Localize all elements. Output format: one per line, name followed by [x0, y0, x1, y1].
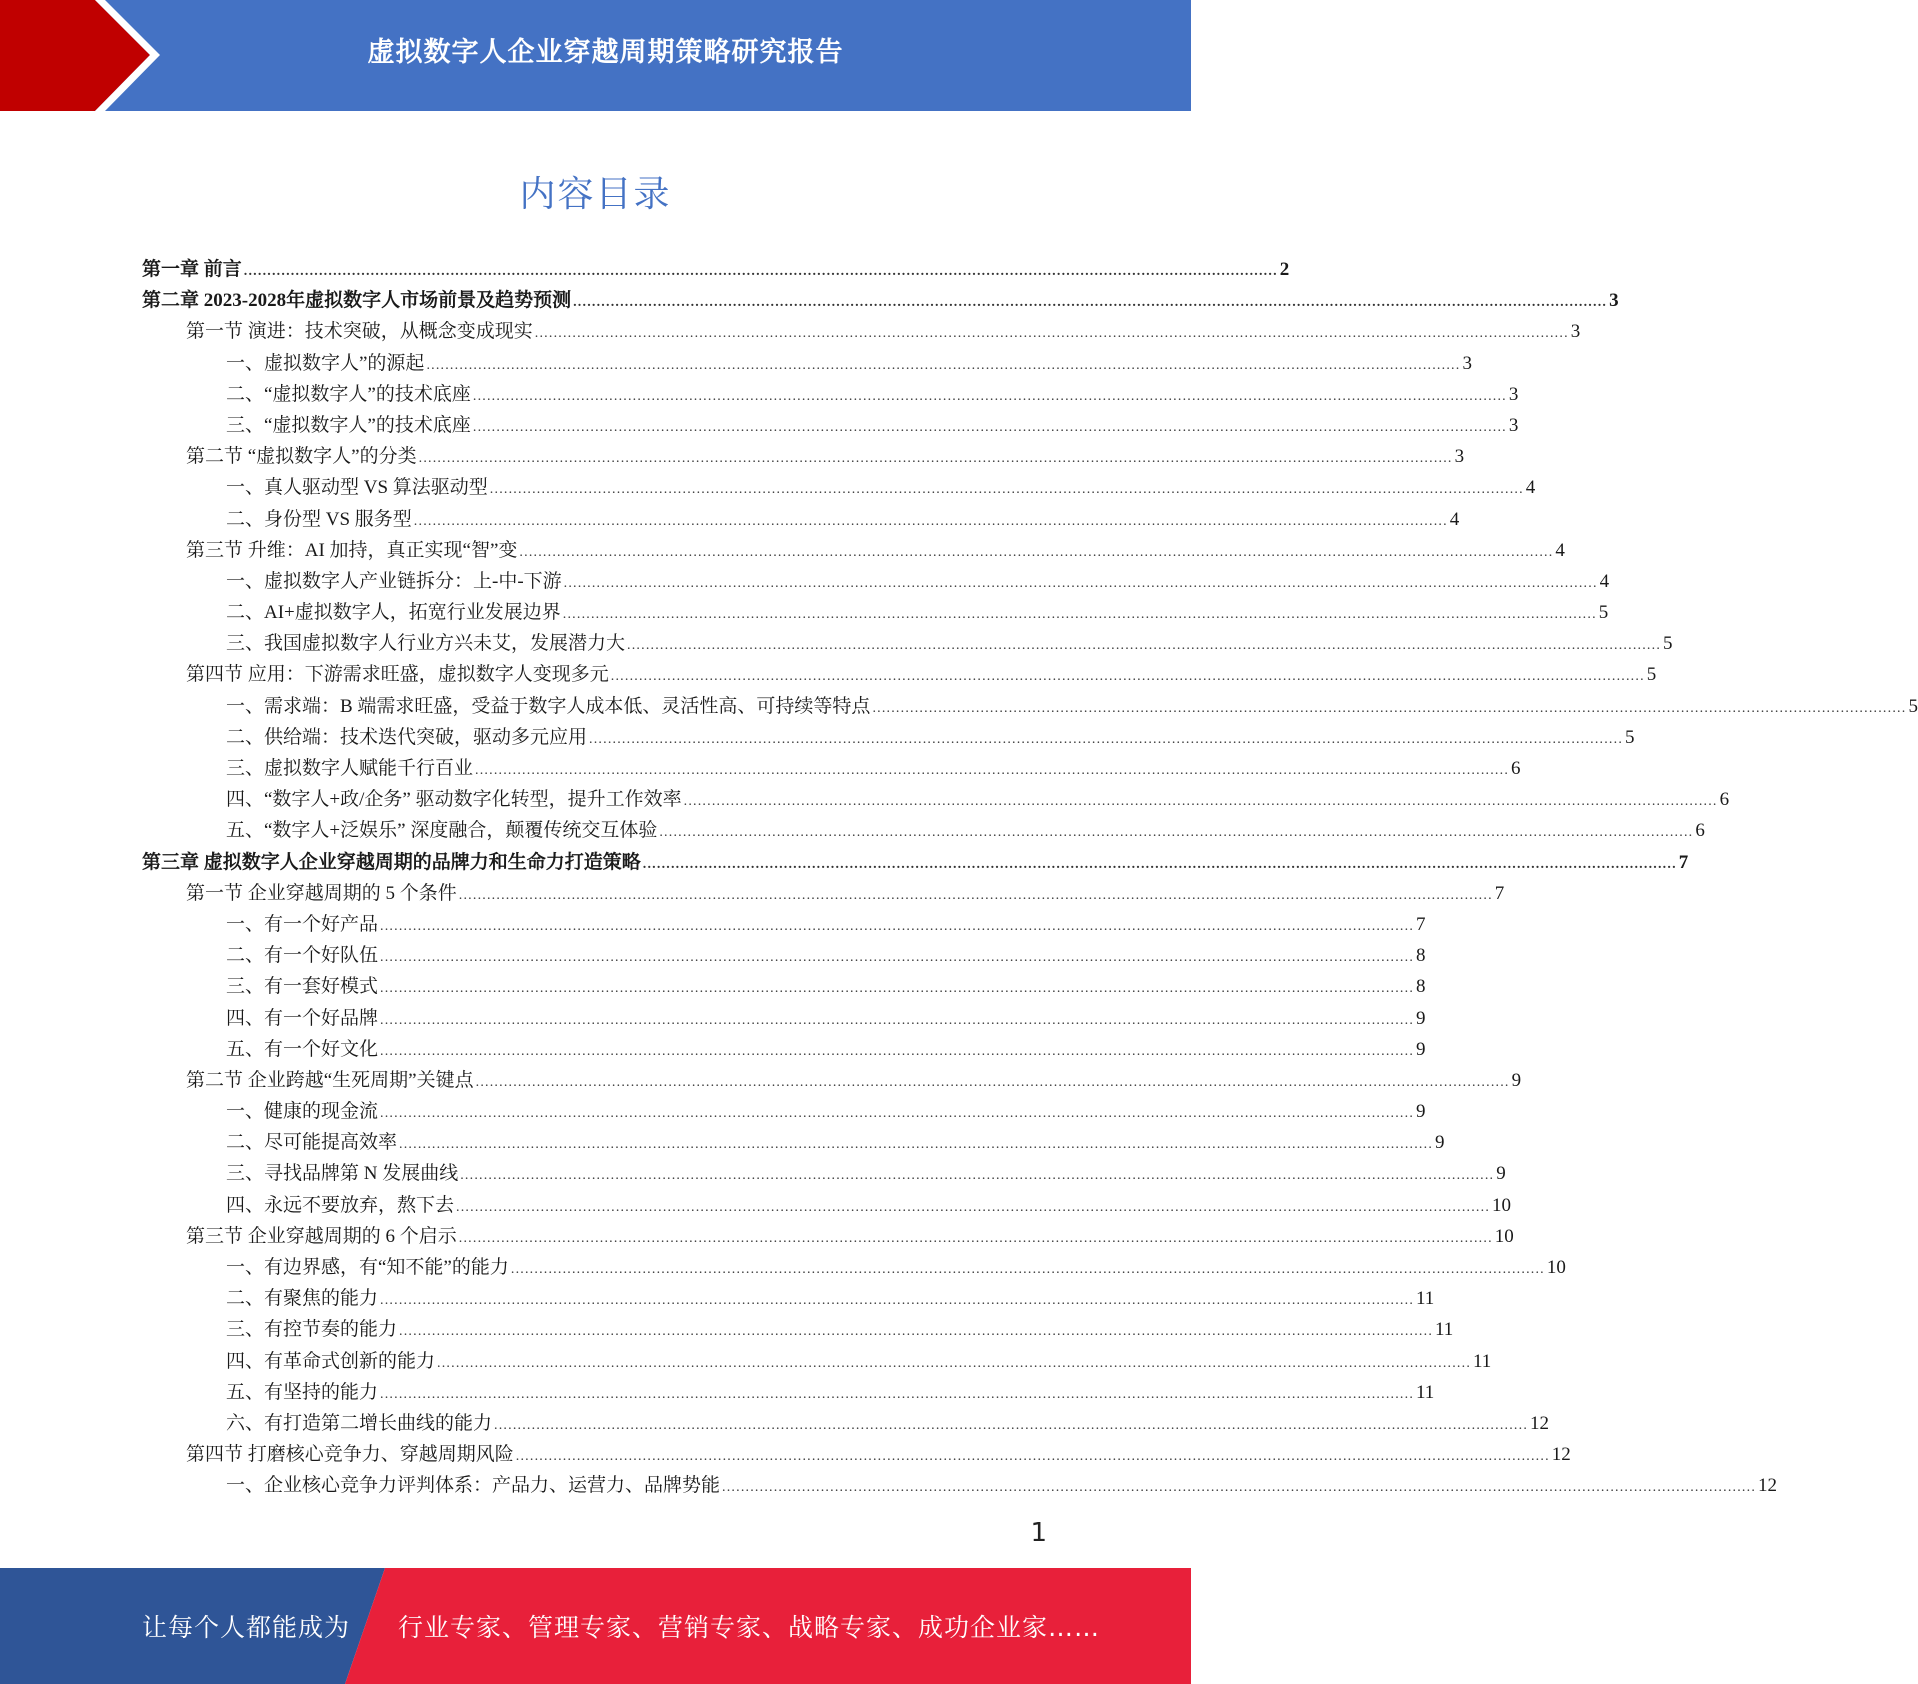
- toc-dot-leader: ............................................................................................................................................................................................................................: [380, 918, 1415, 934]
- toc-entry-page: 5: [1663, 633, 1673, 655]
- toc-entry-title: 一、虚拟数字人产业链拆分：上-中-下游: [226, 570, 562, 592]
- toc-entry[interactable]: [142, 909, 1426, 940]
- toc-entry-page: 9: [1416, 1007, 1426, 1029]
- toc-entry[interactable]: [142, 504, 1460, 535]
- toc-entry[interactable]: [142, 1127, 1445, 1158]
- toc-dot-leader: ............................................................................................................................................................................................................................: [563, 575, 1598, 591]
- toc-dot-leader: ............................................................................................................................................................................................................................: [380, 1012, 1415, 1028]
- toc-entry[interactable]: [142, 1470, 1778, 1501]
- toc-entry-title: 四、“数字人+政/企务” 驱动数字化转型，提升工作效率: [226, 789, 682, 811]
- toc-entry-title: 二、“虚拟数字人”的技术底座: [226, 383, 471, 405]
- toc-entry-title: 一、有边界感，有“知不能”的能力: [226, 1257, 509, 1278]
- toc-entry-page: 3: [1462, 352, 1472, 374]
- toc-entry-title: 第三章 虚拟数字人企业穿越周期的品牌力和生命力打造策略: [142, 851, 641, 873]
- toc-dot-leader: ............................................................................................................................................................................................................................: [399, 1324, 1434, 1340]
- toc-entry-page: 6: [1511, 758, 1521, 779]
- toc-entry-title: 二、有聚焦的能力: [226, 1288, 379, 1310]
- toc-entry-title: 五、有坚持的能力: [226, 1381, 379, 1403]
- toc-entry-page: 9: [1416, 1101, 1426, 1123]
- toc-entry-title: 第一节 企业穿越周期的 5 个条件: [186, 882, 457, 904]
- toc-entry[interactable]: [142, 1314, 1454, 1345]
- toc-entry[interactable]: [142, 472, 1536, 503]
- toc-entry-title: 二、身份型 VS 服务型: [226, 508, 412, 530]
- toc-dot-leader: ............................................................................................................................................................................................................................: [380, 950, 1415, 966]
- toc-entry[interactable]: [142, 1408, 1550, 1439]
- toc-entry-page: 5: [1625, 726, 1635, 748]
- toc-dot-leader: ............................................................................................................................................................................................................................: [458, 887, 1493, 903]
- toc-entry-page: 11: [1435, 1319, 1454, 1341]
- toc-entry[interactable]: [142, 659, 1657, 690]
- toc-dot-leader: ............................................................................................................................................................................................................................: [510, 1262, 1545, 1277]
- toc-entry[interactable]: [142, 628, 1673, 659]
- toc-entry-page: 6: [1719, 789, 1730, 811]
- toc-dot-leader: ............................................................................................................................................................................................................................: [475, 763, 1510, 778]
- toc-entry-page: 12: [1530, 1412, 1550, 1434]
- toc-entry[interactable]: [142, 1221, 1514, 1252]
- toc-entry[interactable]: [142, 410, 1519, 441]
- toc-entry[interactable]: [142, 1034, 1426, 1065]
- toc-dot-leader: ............................................................................................................................................................................................................................: [515, 1449, 1550, 1465]
- toc-dot-leader: ............................................................................................................................................................................................................................: [458, 1230, 1493, 1246]
- toc-dot-leader: ............................................................................................................................................................................................................................: [456, 1199, 1491, 1215]
- toc-entry-page: 7: [1416, 913, 1426, 935]
- toc-entry[interactable]: [142, 1377, 1435, 1408]
- toc-entry[interactable]: [142, 971, 1426, 1002]
- toc-dot-leader: ............................................................................................................................................................................................................................: [437, 1355, 1472, 1371]
- toc-entry-page: 10: [1494, 1225, 1514, 1247]
- toc-entry-title: 第四节 应用：下游需求旺盛，虚拟数字人变现多元: [186, 664, 609, 686]
- table-of-contents: [142, 254, 1918, 1502]
- toc-dot-leader: ............................................................................................................................................................................................................................: [683, 794, 1718, 810]
- footer-slogan-right: 行业专家、管理专家、营销专家、战略专家、成功企业家……: [398, 1613, 1101, 1642]
- toc-entry-title: 四、有革命式创新的能力: [226, 1350, 436, 1372]
- toc-entry-title: 一、企业核心竞争力评判体系：产品力、运营力、品牌势能: [226, 1475, 721, 1497]
- page-footer: [0, 1568, 1191, 1684]
- toc-entry[interactable]: [142, 878, 1505, 909]
- toc-entry-page: 3: [1570, 321, 1581, 343]
- toc-entry-title: 一、真人驱动型 VS 算法驱动型: [226, 477, 488, 499]
- toc-entry-title: 五、有一个好文化: [226, 1038, 379, 1060]
- toc-entry-page: 9: [1511, 1069, 1522, 1091]
- toc-dot-leader: ............................................................................................................................................................................................................................: [418, 451, 1453, 467]
- toc-entry-page: 10: [1546, 1257, 1566, 1278]
- toc-entry[interactable]: [142, 535, 1565, 566]
- toc-dot-leader: ............................................................................................................................................................................................................................: [494, 1417, 1529, 1433]
- toc-entry-title: 一、健康的现金流: [226, 1101, 379, 1123]
- toc-dot-leader: ............................................................................................................................................................................................................................: [472, 419, 1507, 435]
- toc-entry-page: 3: [1508, 414, 1519, 436]
- page-number: 1: [1030, 1518, 1047, 1548]
- toc-entry-page: 12: [1551, 1444, 1571, 1466]
- toc-entry[interactable]: [142, 784, 1730, 815]
- toc-dot-leader: ............................................................................................................................................................................................................................: [426, 357, 1461, 373]
- toc-dot-leader: ............................................................................................................................................................................................................................: [413, 513, 1448, 529]
- toc-entry[interactable]: [142, 940, 1426, 971]
- toc-entry-title: 二、供给端：技术迭代突破，驱动多元应用: [226, 726, 588, 748]
- toc-dot-leader: ............................................................................................................................................................................................................................: [460, 1168, 1495, 1184]
- toc-entry-page: 6: [1695, 820, 1705, 842]
- toc-entry-page: 4: [1555, 539, 1565, 561]
- toc-entry-page: 7: [1494, 882, 1505, 904]
- toc-dot-leader: ............................................................................................................................................................................................................................: [380, 981, 1415, 997]
- toc-title: 内容目录: [519, 174, 672, 215]
- toc-entry-page: 11: [1416, 1288, 1435, 1310]
- toc-entry-page: 10: [1492, 1194, 1512, 1216]
- toc-entry-page: 9: [1435, 1132, 1445, 1154]
- toc-entry-title: 一、需求端：B 端需求旺盛，受益于数字人成本低、灵活性高、可持续等特点: [226, 695, 871, 717]
- toc-entry-page: 5: [1908, 695, 1918, 717]
- toc-dot-leader: ............................................................................................................................................................................................................................: [872, 700, 1907, 716]
- toc-entry-page: 9: [1496, 1163, 1506, 1185]
- toc-entry-title: 五、“数字人+泛娱乐” 深度融合，颠覆传统交互体验: [226, 820, 658, 842]
- toc-entry-title: 第一节 演进：技术突破，从概念变成现实: [186, 321, 533, 343]
- toc-entry[interactable]: [142, 691, 1918, 722]
- toc-dot-leader: ............................................................................................................................................................................................................................: [589, 731, 1624, 747]
- toc-entry-title: 三、我国虚拟数字人行业方兴未艾，发展潜力大: [226, 633, 626, 655]
- toc-entry[interactable]: [142, 379, 1519, 410]
- toc-entry-page: 5: [1598, 602, 1609, 624]
- toc-entry-page: 8: [1416, 976, 1426, 998]
- toc-dot-leader: ............................................................................................................................................................................................................................: [475, 1074, 1510, 1090]
- toc-entry-page: 3: [1609, 290, 1619, 312]
- toc-entry[interactable]: [142, 815, 1705, 846]
- toc-entry[interactable]: [142, 1252, 1566, 1283]
- toc-entry-title: 一、有一个好产品: [226, 913, 379, 935]
- toc-entry-page: 5: [1646, 664, 1657, 686]
- toc-entry-title: 第二节 企业跨越“生死周期”关键点: [186, 1069, 474, 1091]
- toc-entry-title: 第三节 升维：AI 加持，真正实现“智”变: [186, 539, 518, 561]
- toc-dot-leader: ............................................................................................................................................................................................................................: [380, 1293, 1415, 1309]
- toc-dot-leader: ............................................................................................................................................................................................................................: [627, 638, 1662, 654]
- toc-entry-title: 三、寻找品牌第 N 发展曲线: [226, 1163, 459, 1185]
- toc-entry[interactable]: [142, 348, 1472, 379]
- toc-dot-leader: ............................................................................................................................................................................................................................: [380, 1043, 1415, 1059]
- toc-entry-page: 4: [1449, 508, 1460, 530]
- toc-entry-title: 三、“虚拟数字人”的技术底座: [226, 414, 471, 436]
- toc-entry-title: 第四节 打磨核心竞争力、穿越周期风险: [186, 1444, 514, 1466]
- toc-entry-title: 三、有控节奏的能力: [226, 1319, 398, 1341]
- toc-entry-page: 4: [1599, 570, 1610, 592]
- toc-entry[interactable]: [142, 1346, 1492, 1377]
- report-title: 虚拟数字人企业穿越周期策略研究报告: [367, 37, 844, 68]
- toc-entry-page: 9: [1416, 1038, 1426, 1060]
- toc-entry-page: 12: [1758, 1475, 1778, 1497]
- toc-entry-page: 4: [1525, 477, 1536, 499]
- toc-entry[interactable]: [142, 1158, 1506, 1189]
- toc-entry[interactable]: [142, 597, 1609, 628]
- toc-entry[interactable]: [142, 566, 1610, 597]
- toc-dot-leader: ............................................................................................................................................................................................................................: [380, 1106, 1415, 1122]
- toc-entry[interactable]: [142, 1439, 1571, 1470]
- toc-entry[interactable]: [142, 316, 1581, 347]
- toc-entry-title: 一、虚拟数字人”的源起: [226, 352, 425, 374]
- toc-entry-page: 3: [1508, 383, 1519, 405]
- toc-entry[interactable]: [142, 1096, 1426, 1127]
- toc-entry-title: 第二章 2023-2028年虚拟数字人市场前景及趋势预测: [142, 290, 572, 312]
- toc-entry-title: 二、尽可能提高效率: [226, 1132, 398, 1154]
- toc-entry-title: 四、永远不要放弃，熬下去: [226, 1194, 455, 1216]
- toc-dot-leader: ............................................................................................................................................................................................................................: [380, 1386, 1415, 1402]
- toc-entry-page: 7: [1678, 851, 1689, 873]
- toc-dot-leader: ............................................................................................................................................................................................................................: [519, 544, 1554, 560]
- toc-entry-page: 11: [1416, 1381, 1435, 1403]
- toc-entry[interactable]: [142, 1003, 1426, 1034]
- toc-dot-leader: ............................................................................................................................................................................................................................: [642, 856, 1677, 872]
- toc-entry-title: 三、虚拟数字人赋能千行百业: [226, 758, 474, 779]
- toc-entry-title: 三、有一套好模式: [226, 976, 379, 998]
- toc-entry-page: 8: [1416, 945, 1426, 967]
- toc-dot-leader: ............................................................................................................................................................................................................................: [573, 295, 1608, 311]
- toc-entry-title: 第一章 前言: [142, 259, 242, 280]
- toc-dot-leader: ............................................................................................................................................................................................................................: [610, 669, 1645, 685]
- toc-entry[interactable]: [142, 847, 1689, 878]
- toc-entry[interactable]: [142, 285, 1619, 316]
- toc-entry-title: 第二节 “虚拟数字人”的分类: [186, 446, 417, 468]
- toc-dot-leader: ............................................................................................................................................................................................................................: [489, 482, 1524, 498]
- toc-entry-title: 二、AI+虚拟数字人，拓宽行业发展边界: [226, 602, 561, 624]
- toc-dot-leader: ............................................................................................................................................................................................................................: [399, 1137, 1434, 1153]
- toc-dot-leader: ............................................................................................................................................................................................................................: [243, 264, 1278, 279]
- toc-entry[interactable]: [142, 1283, 1435, 1314]
- footer-slogan-left: 让每个人都能成为: [142, 1613, 351, 1642]
- toc-dot-leader: ............................................................................................................................................................................................................................: [472, 388, 1507, 404]
- toc-entry[interactable]: [142, 722, 1635, 753]
- toc-entry[interactable]: [142, 1190, 1512, 1221]
- toc-dot-leader: ............................................................................................................................................................................................................................: [722, 1480, 1757, 1496]
- toc-dot-leader: ............................................................................................................................................................................................................................: [534, 326, 1569, 342]
- toc-entry-title: 二、有一个好队伍: [226, 945, 379, 967]
- toc-entry[interactable]: [142, 441, 1465, 472]
- toc-dot-leader: ............................................................................................................................................................................................................................: [562, 607, 1597, 623]
- toc-entry-page: 2: [1279, 259, 1290, 280]
- toc-entry-title: 四、有一个好品牌: [226, 1007, 379, 1029]
- page-header: [0, 0, 1191, 111]
- toc-entry-page: 3: [1454, 446, 1465, 468]
- toc-entry[interactable]: [142, 254, 1290, 285]
- toc-entry[interactable]: [142, 753, 1521, 784]
- toc-entry[interactable]: [142, 1065, 1522, 1096]
- toc-entry-page: 11: [1473, 1350, 1492, 1372]
- toc-entry-title: 六、有打造第二增长曲线的能力: [226, 1412, 493, 1434]
- toc-entry-title: 第三节 企业穿越周期的 6 个启示: [186, 1225, 457, 1247]
- toc-dot-leader: ............................................................................................................................................................................................................................: [659, 825, 1694, 841]
